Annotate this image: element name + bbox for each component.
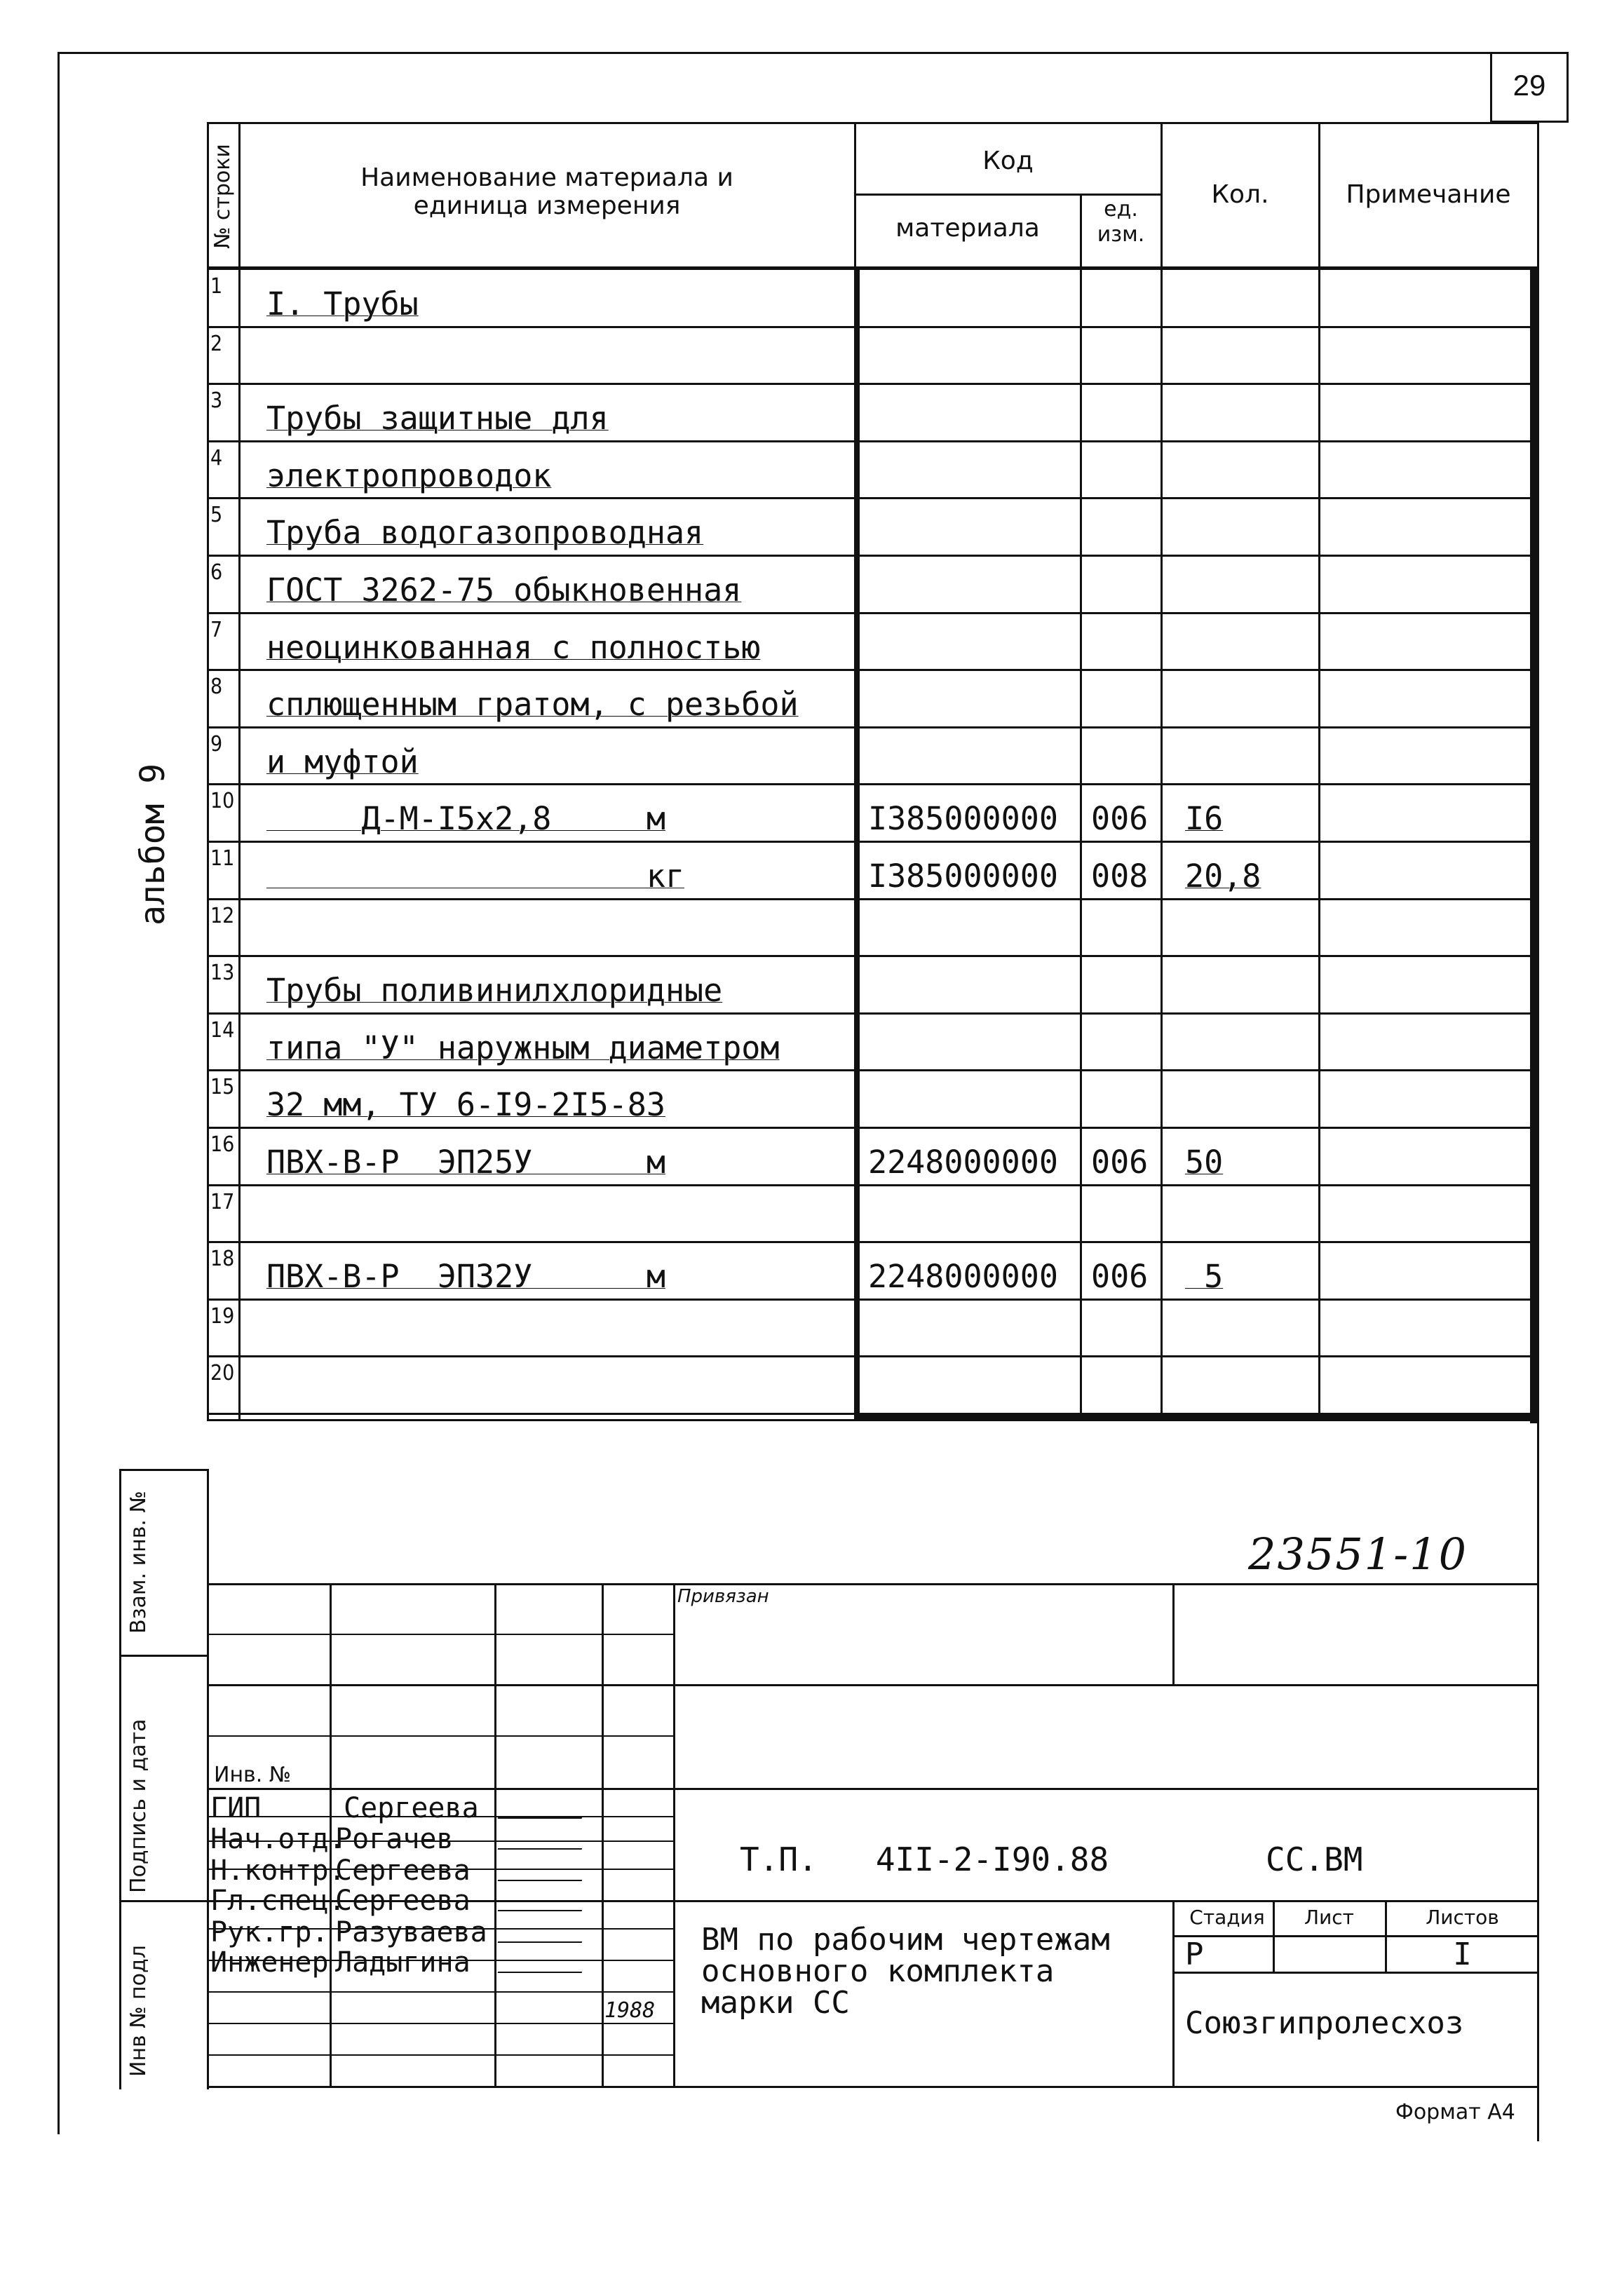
- stamp-grid-line: [207, 2054, 673, 2056]
- header-qty: Кол.: [1211, 180, 1269, 209]
- stage-label: Стадия: [1189, 1906, 1265, 1929]
- row-name: ПВХ-В-Р ЭП32У м: [266, 1258, 665, 1296]
- row-quantity: 5: [1185, 1258, 1224, 1296]
- row-divider: [207, 841, 1536, 843]
- row-divider: [207, 1241, 1536, 1243]
- signature-name: Разуваева: [335, 1916, 487, 1948]
- row-name: неоцинкованная с полностью: [266, 628, 761, 666]
- row-divider: [207, 1127, 1536, 1129]
- doc-number: 23551-10: [1248, 1528, 1468, 1580]
- row-unit-code: 008: [1091, 857, 1149, 895]
- row-number: 1: [210, 274, 223, 299]
- row-number: 13: [210, 961, 235, 986]
- header-code-unit-1: ед.: [1104, 197, 1138, 222]
- row-divider: [207, 612, 1536, 614]
- row-divider: [207, 383, 1536, 385]
- signature-mark: [498, 1952, 590, 1973]
- row-number: 5: [210, 503, 223, 528]
- sheet-label: Лист: [1304, 1906, 1354, 1929]
- row-divider: [207, 1413, 1536, 1415]
- row-unit-code: 006: [1091, 1258, 1149, 1296]
- header-code: Код: [982, 147, 1034, 175]
- row-quantity: I6: [1185, 800, 1224, 838]
- signature-mark: [498, 1890, 590, 1911]
- row-name: Трубы защитные для: [266, 400, 609, 438]
- row-number: 19: [210, 1303, 235, 1329]
- doc-mark: СС.ВМ: [1266, 1840, 1363, 1878]
- signature-mark: [498, 1798, 590, 1819]
- side-label-podpis: Подпись и дата: [126, 1718, 151, 1893]
- signature-role: Н.контр.: [210, 1855, 346, 1887]
- row-name: 32 мм, ТУ 6-I9-2I5-83: [266, 1086, 665, 1124]
- privyazan-label: Привязан: [677, 1586, 769, 1607]
- row-quantity: 20,8: [1185, 857, 1261, 895]
- header-note: Примечание: [1346, 180, 1511, 209]
- row-name: ГОСТ 3262-75 обыкновенная: [266, 571, 742, 609]
- row-number: 11: [210, 846, 235, 871]
- row-divider: [207, 898, 1536, 900]
- row-number: 16: [210, 1132, 235, 1157]
- format-label: Формат А4: [1395, 2100, 1515, 2124]
- row-number: 12: [210, 903, 235, 928]
- row-number: 2: [210, 331, 223, 356]
- row-divider: [207, 1012, 1536, 1015]
- stamp-grid-line: [207, 2023, 673, 2024]
- row-name: кг: [266, 857, 685, 895]
- stamp-grid-line: [207, 1684, 673, 1686]
- organization: Союзгипролесхоз: [1185, 2005, 1464, 2041]
- signature-mark: [498, 1829, 590, 1850]
- title-line3: марки СС: [701, 1985, 850, 2021]
- title-line1: ВМ по рабочим чертежам: [701, 1922, 1110, 1958]
- row-divider: [207, 440, 1536, 442]
- row-material-code: I385000000: [868, 857, 1058, 895]
- row-unit-code: 006: [1091, 800, 1149, 838]
- signature-mark: [498, 1860, 590, 1881]
- row-divider: [207, 497, 1536, 499]
- side-label-inv-podl: Инв № подл: [126, 1945, 151, 2077]
- signature-role: ГИП: [210, 1792, 262, 1824]
- stage-value: Р: [1185, 1937, 1204, 1972]
- signature-name: Сергеева: [335, 1885, 471, 1917]
- signature-role: Гл.спец.: [210, 1885, 346, 1917]
- signature-name: Ладыгина: [335, 1946, 471, 1979]
- row-number: 4: [210, 445, 223, 470]
- row-divider: [207, 1355, 1536, 1357]
- row-name: Д-М-I5х2,8 м: [266, 800, 665, 838]
- row-name: ПВХ-В-Р ЭП25У м: [266, 1144, 665, 1181]
- stamp-grid-line: [207, 1788, 673, 1789]
- row-number: 14: [210, 1017, 235, 1043]
- signature-mark: [498, 1922, 590, 1943]
- row-divider: [207, 1069, 1536, 1071]
- header-row-no: № строки: [210, 144, 235, 249]
- sheets-value: I: [1453, 1937, 1472, 1972]
- sheets-label: Листов: [1426, 1906, 1499, 1929]
- signature-role: Инженер: [210, 1946, 329, 1979]
- designation: Т.П. 4II-2-I90.88: [740, 1840, 1109, 1878]
- row-material-code: 2248000000: [868, 1144, 1058, 1181]
- row-number: 17: [210, 1189, 235, 1214]
- signature-name: Рогачев: [335, 1823, 454, 1855]
- header-code-material: материала: [895, 214, 1040, 243]
- row-divider: [207, 1184, 1536, 1186]
- row-number: 3: [210, 388, 223, 414]
- row-divider: [207, 669, 1536, 671]
- row-number: 7: [210, 617, 223, 642]
- row-divider: [207, 783, 1536, 785]
- signature-role: Нач.отд.: [210, 1823, 346, 1855]
- signature-role: Рук.гр.: [210, 1916, 329, 1948]
- row-name: типа "У" наружным диаметром: [266, 1029, 780, 1066]
- row-name: Трубы поливинилхлоридные: [266, 972, 723, 1010]
- row-number: 15: [210, 1075, 235, 1100]
- title-line2: основного комплекта: [701, 1953, 1055, 1989]
- row-divider: [207, 955, 1536, 957]
- row-divider: [207, 726, 1536, 728]
- row-unit-code: 006: [1091, 1144, 1149, 1181]
- row-number: 8: [210, 674, 223, 700]
- row-number: 10: [210, 789, 235, 814]
- page-number: 29: [1513, 69, 1546, 102]
- signature-name: Сергеева: [344, 1792, 479, 1824]
- album-label: альбом 9: [133, 763, 172, 926]
- row-name: сплющенным гратом, с резьбой: [266, 686, 799, 724]
- inv-no-label: Инв. №: [214, 1763, 292, 1787]
- stamp-grid-line: [207, 1634, 673, 1635]
- signature-name: Сергеева: [335, 1855, 471, 1887]
- stamp-year: 1988: [604, 1998, 656, 2023]
- header-code-unit-2: изм.: [1097, 222, 1145, 247]
- row-number: 9: [210, 731, 223, 757]
- row-divider: [207, 326, 1536, 328]
- row-number: 20: [210, 1361, 235, 1386]
- stamp-grid-line: [207, 1991, 673, 1993]
- row-name: электропроводок: [266, 456, 552, 494]
- row-material-code: I385000000: [868, 800, 1058, 838]
- row-number: 6: [210, 560, 223, 585]
- row-name: и муфтой: [266, 743, 419, 780]
- row-divider: [207, 1299, 1536, 1301]
- header-name-line2: единица измерения: [413, 191, 681, 220]
- row-name: I. Трубы: [266, 285, 419, 323]
- stamp-grid-line: [207, 1735, 673, 1737]
- row-name: Труба водогазопроводная: [266, 514, 704, 552]
- header-name-line1: Наименование материала и: [360, 163, 733, 192]
- side-label-vzam: Взам. инв. №: [126, 1491, 151, 1634]
- row-quantity: 50: [1185, 1144, 1224, 1181]
- row-number: 18: [210, 1247, 235, 1272]
- row-material-code: 2248000000: [868, 1258, 1058, 1296]
- row-divider: [207, 555, 1536, 557]
